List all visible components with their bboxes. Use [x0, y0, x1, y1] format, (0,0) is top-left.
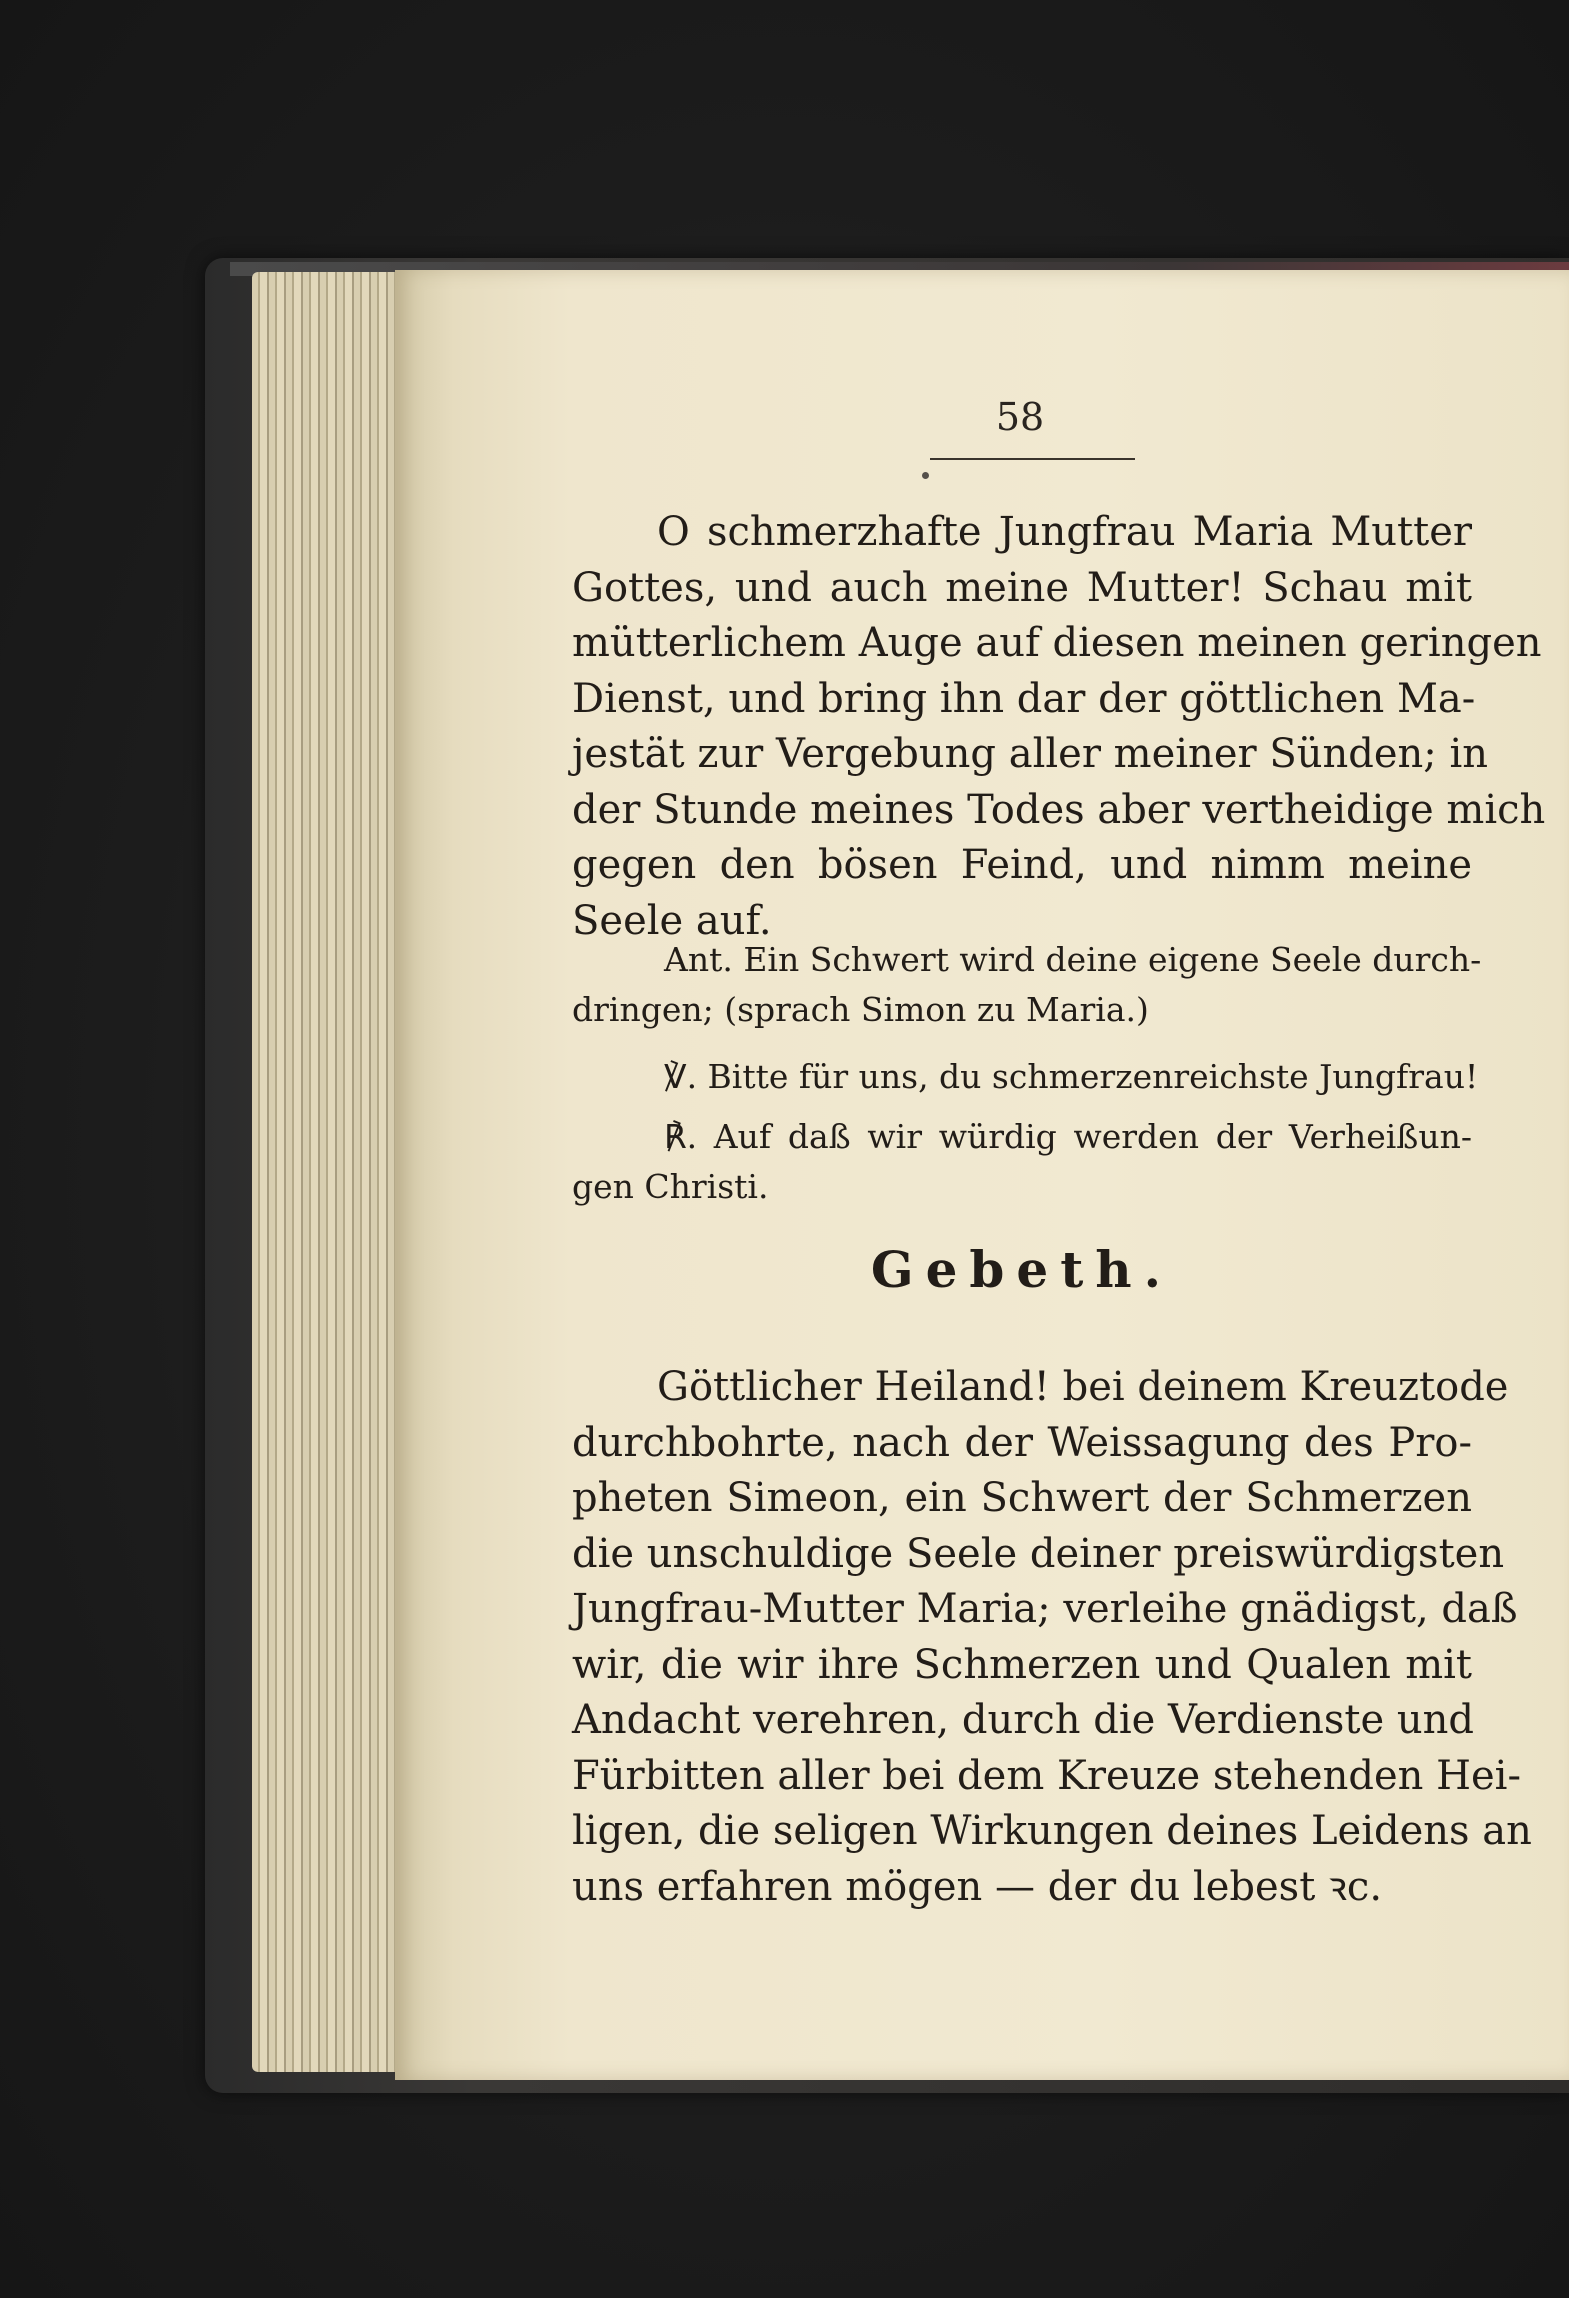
- body-line: Dienst, und bring ihn dar der göttlichen Ma-: [572, 675, 1476, 722]
- prayer-line: pheten Simeon, ein Schwert der Schmerzen: [572, 1475, 1472, 1521]
- section-heading: Gebeth.: [870, 1240, 1174, 1299]
- page-number: 58: [995, 395, 1045, 439]
- prayer-line: die unschuldige Seele deiner preiswürdigsten: [572, 1530, 1505, 1577]
- body-line: der Stunde meines Todes aber vertheidige mich: [572, 786, 1546, 833]
- body-line: mütterlichem Auge auf diesen meinen geringen: [572, 620, 1542, 666]
- antiphon: [572, 935, 1482, 1035]
- header-rule: [930, 458, 1135, 460]
- closing-prayer-paragraph: [572, 1360, 1532, 1915]
- ink-speck: [922, 472, 929, 479]
- body-line: gegen den bösen Feind, und nimm meine: [572, 842, 1472, 888]
- antiphon-line: dringen; (sprach Simon zu Maria.): [572, 990, 1149, 1029]
- body-line: jestät zur Vergebung aller meiner Sünden; in: [572, 731, 1489, 777]
- response: [572, 1112, 1472, 1212]
- prayer-line: ligen, die seligen Wirkungen deines Leidens an: [572, 1808, 1532, 1854]
- prayer-line: wir, die wir ihre Schmerzen und Qualen mit: [572, 1641, 1472, 1688]
- prayer-line: Fürbitten aller bei dem Kreuze stehenden Hei-: [572, 1752, 1521, 1799]
- body-line: Gottes, und auch meine Mutter! Schau mit: [572, 564, 1472, 611]
- versicle: [572, 1052, 1479, 1102]
- versicle-line: ℣. Bitte für uns, du schmerzenreichste Jungfrau!: [664, 1057, 1479, 1096]
- prayer-line: uns erfahren mögen — der du lebest ꝛc.: [572, 1863, 1383, 1910]
- antiphon-line: Ant. Ein Schwert wird deine eigene Seele durch-: [664, 940, 1482, 979]
- prayer-line: Göttlicher Heiland! bei deinem Kreuztode: [657, 1364, 1509, 1410]
- page-edges: [252, 272, 402, 2072]
- opening-prayer-paragraph: [572, 505, 1546, 949]
- body-line: Seele auf.: [572, 897, 772, 944]
- response-line: ℟. Auf daß wir würdig werden der Verheißun-: [664, 1117, 1472, 1156]
- prayer-line: Andacht verehren, durch die Verdienste und: [572, 1697, 1474, 1743]
- prayer-line: durchbohrte, nach der Weissagung des Pro-: [572, 1419, 1472, 1466]
- prayer-line: Jungfrau-Mutter Maria; verleihe gnädigst, daß: [572, 1586, 1518, 1632]
- response-line: gen Christi.: [572, 1167, 769, 1206]
- body-line: O schmerzhafte Jungfrau Maria Mutter: [657, 509, 1472, 555]
